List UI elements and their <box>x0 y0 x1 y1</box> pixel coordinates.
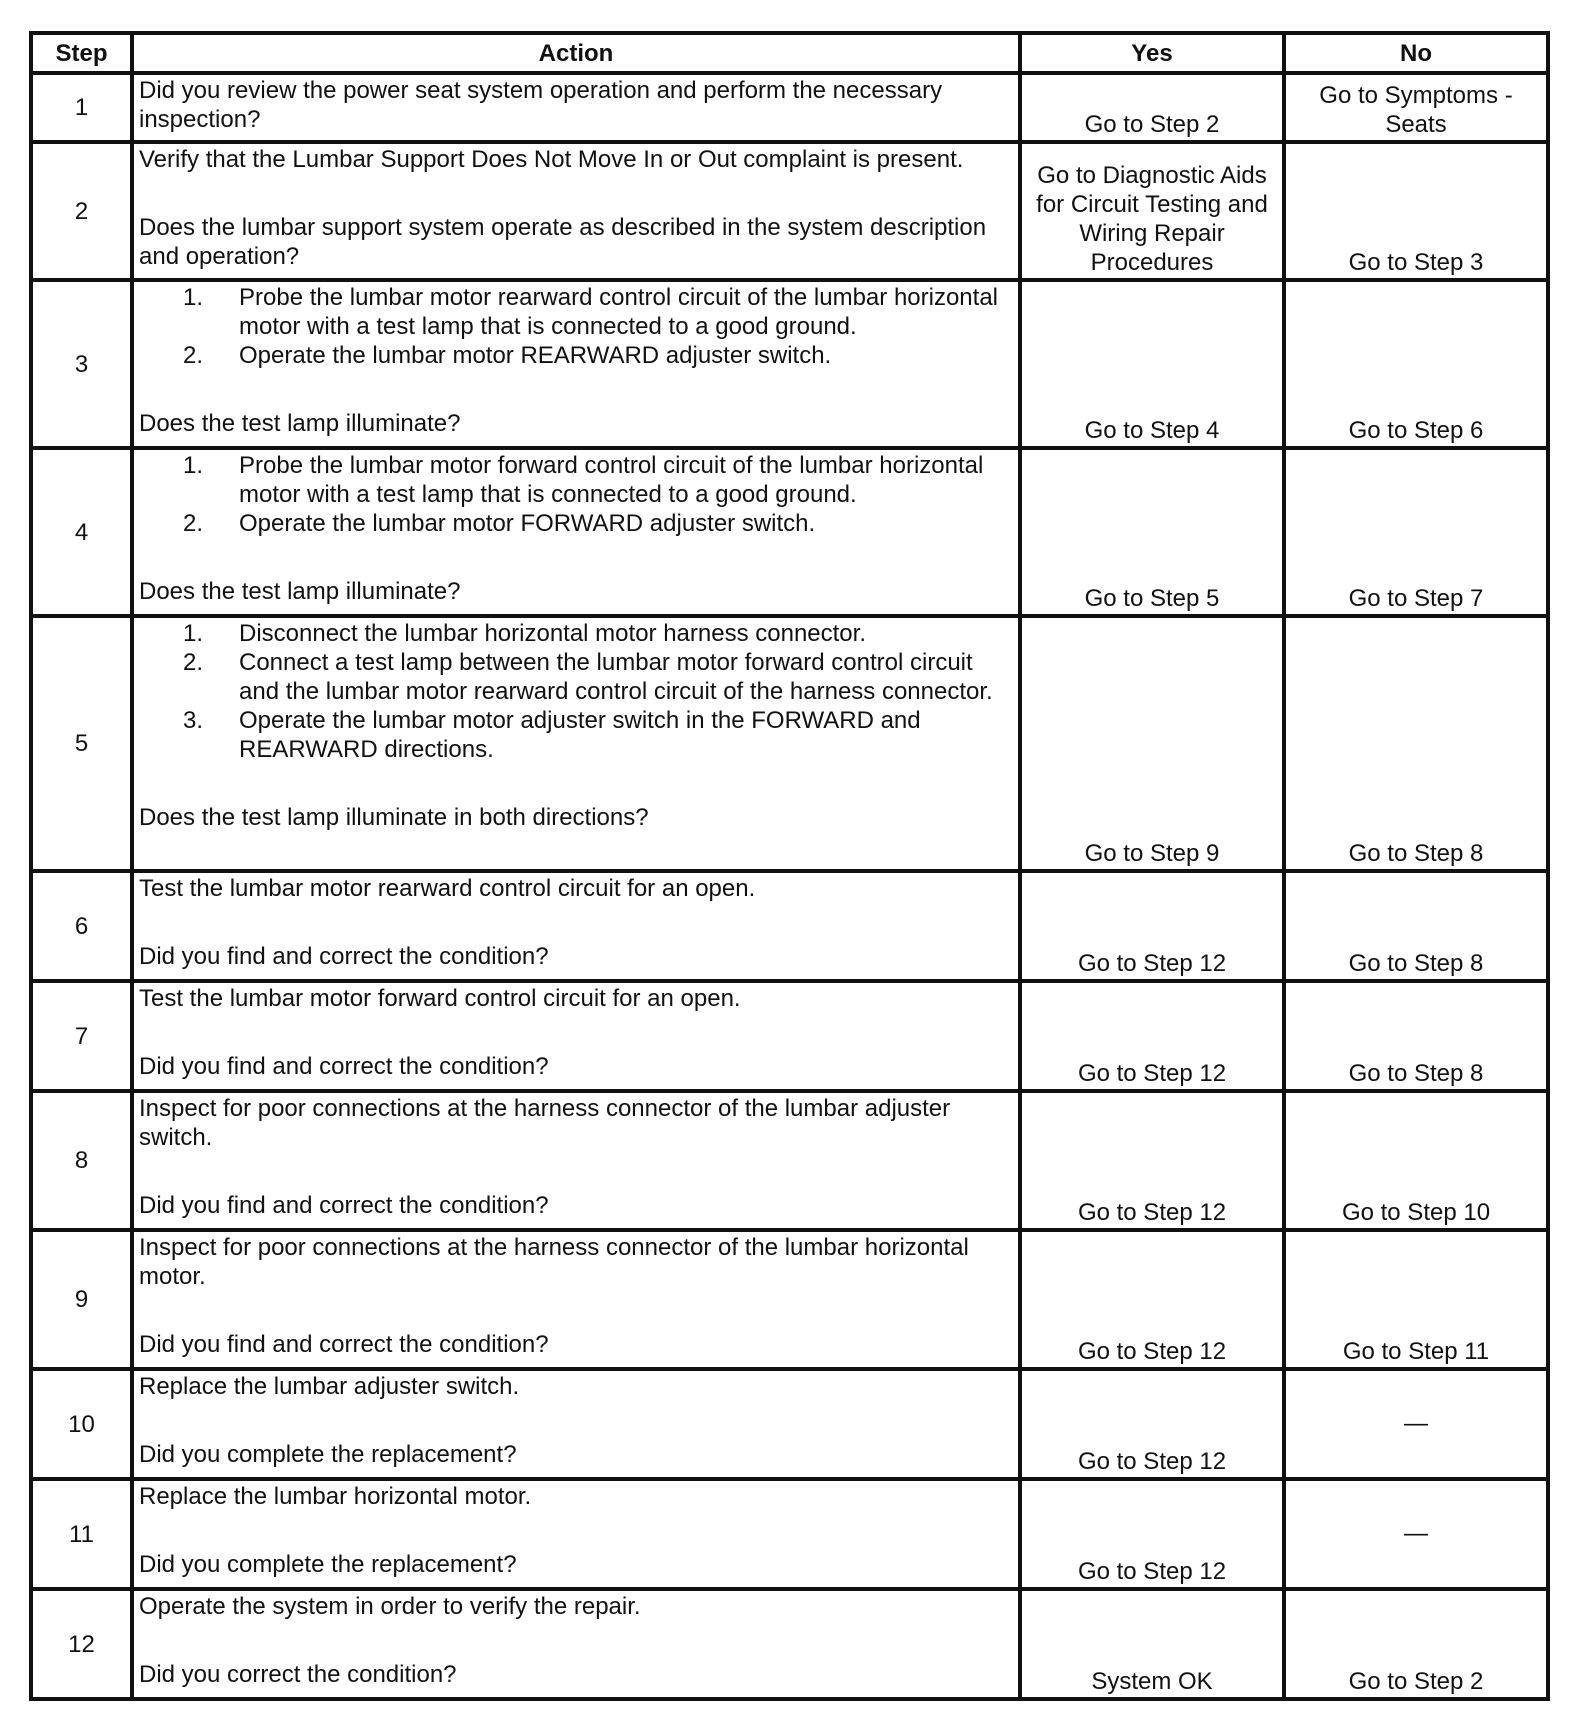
yes-result: Go to Step 4 <box>1020 280 1284 448</box>
header-row <box>31 33 1548 73</box>
action-cell <box>132 1479 1020 1589</box>
action-instruction: Verify that the Lumbar Support Does Not Move In or Out complaint is present. <box>139 146 964 173</box>
action-cell <box>132 981 1020 1091</box>
action-question: Did you complete the replacement? <box>139 1551 517 1578</box>
item-text: Probe the lumbar motor rearward control circuit of the lumbar horizontal motor with a test lamp that is connected to a good ground. <box>239 284 998 340</box>
step-number: 8 <box>31 1091 132 1230</box>
step-number: 11 <box>31 1479 132 1589</box>
item-text: Connect a test lamp between the lumbar motor forward control circuit and the lumbar motor rearward control circuit of the harness connector. <box>239 649 993 705</box>
table-row <box>31 1479 1548 1589</box>
no-result: Go to Step 10 <box>1284 1091 1548 1230</box>
action-cell <box>132 616 1020 871</box>
table-row <box>31 616 1548 871</box>
no-result: Go to Step 3 <box>1284 142 1548 280</box>
table-row <box>31 1589 1548 1699</box>
action-question: Did you find and correct the condition? <box>139 943 549 970</box>
yes-result: Go to Step 12 <box>1020 1230 1284 1369</box>
yes-result: Go to Step 12 <box>1020 1479 1284 1589</box>
action-cell <box>132 1369 1020 1479</box>
step-number: 10 <box>31 1369 132 1479</box>
table-row <box>31 280 1548 448</box>
yes-result: Go to Step 12 <box>1020 1369 1284 1479</box>
action-question: Does the test lamp illuminate? <box>139 578 461 605</box>
action-question: Does the test lamp illuminate? <box>139 410 461 437</box>
action-cell <box>132 448 1020 616</box>
no-result: Go to Step 6 <box>1284 280 1548 448</box>
table-row <box>31 981 1548 1091</box>
yes-result: Go to Step 5 <box>1020 448 1284 616</box>
action-cell <box>132 1091 1020 1230</box>
yes-result: Go to Step 12 <box>1020 981 1284 1091</box>
no-result: Go to Step 8 <box>1284 616 1548 871</box>
list-item <box>139 509 1013 538</box>
yes-result: Go to Step 12 <box>1020 871 1284 981</box>
table-row <box>31 1091 1548 1230</box>
step-number: 5 <box>31 616 132 871</box>
procedure-list <box>139 619 1013 764</box>
procedure-list <box>139 283 1013 370</box>
item-number: 2. <box>183 342 204 369</box>
list-item <box>139 619 1013 648</box>
diagnostic-table <box>29 31 1550 1701</box>
header-action: Action <box>132 33 1020 73</box>
item-number: 1. <box>183 620 204 647</box>
no-result: Go to Step 8 <box>1284 871 1548 981</box>
step-number: 2 <box>31 142 132 280</box>
action-instruction: Operate the system in order to verify the repair. <box>139 1593 641 1620</box>
step-number: 9 <box>31 1230 132 1369</box>
step-number: 12 <box>31 1589 132 1699</box>
list-item <box>139 648 1013 706</box>
action-cell <box>132 280 1020 448</box>
step-number: 7 <box>31 981 132 1091</box>
list-item <box>139 341 1013 370</box>
list-item <box>139 706 1013 764</box>
action-instruction: Did you review the power seat system operation and perform the necessary inspection? <box>139 77 943 133</box>
step-number: 6 <box>31 871 132 981</box>
list-item <box>139 451 1013 509</box>
action-instruction: Replace the lumbar horizontal motor. <box>139 1483 532 1510</box>
table-row <box>31 73 1548 142</box>
step-number: 3 <box>31 280 132 448</box>
step-number: 4 <box>31 448 132 616</box>
item-number: 2. <box>183 510 204 537</box>
action-question: Did you find and correct the condition? <box>139 1192 549 1219</box>
item-text: Operate the lumbar motor adjuster switch in the FORWARD and REARWARD directions. <box>239 707 921 763</box>
no-result: Go to Step 7 <box>1284 448 1548 616</box>
table-row <box>31 448 1548 616</box>
action-question: Does the test lamp illuminate in both directions? <box>139 804 649 831</box>
action-instruction: Test the lumbar motor rearward control circuit for an open. <box>139 875 756 902</box>
no-result: — <box>1284 1369 1548 1479</box>
action-cell <box>132 871 1020 981</box>
table-row <box>31 871 1548 981</box>
action-cell <box>132 1230 1020 1369</box>
item-number: 1. <box>183 284 204 311</box>
no-result: Go to Step 11 <box>1284 1230 1548 1369</box>
item-number: 1. <box>183 452 204 479</box>
yes-result: System OK <box>1020 1589 1284 1699</box>
table-row <box>31 1230 1548 1369</box>
no-result: Go to Step 8 <box>1284 981 1548 1091</box>
action-instruction: Replace the lumbar adjuster switch. <box>139 1373 520 1400</box>
step-number: 1 <box>31 73 132 142</box>
no-result: Go to Symptoms - Seats <box>1284 73 1548 142</box>
action-cell <box>132 142 1020 280</box>
yes-result: Go to Step 2 <box>1020 73 1284 142</box>
action-instruction: Inspect for poor connections at the harness connector of the lumbar horizontal motor. <box>139 1234 969 1290</box>
table-row <box>31 142 1548 280</box>
table-row <box>31 1369 1548 1479</box>
action-question: Did you complete the replacement? <box>139 1441 517 1468</box>
item-text: Probe the lumbar motor forward control circuit of the lumbar horizontal motor with a test lamp that is connected to a good ground. <box>239 452 984 508</box>
action-question: Did you correct the condition? <box>139 1661 457 1688</box>
item-text: Operate the lumbar motor REARWARD adjuster switch. <box>239 342 832 369</box>
action-cell <box>132 1589 1020 1699</box>
action-instruction: Inspect for poor connections at the harness connector of the lumbar adjuster switch. <box>139 1095 951 1151</box>
item-text: Disconnect the lumbar horizontal motor harness connector. <box>239 620 866 647</box>
header-no: No <box>1284 33 1548 73</box>
header-yes: Yes <box>1020 33 1284 73</box>
item-number: 2. <box>183 649 204 676</box>
action-cell <box>132 73 1020 142</box>
header-step: Step <box>31 33 132 73</box>
no-result: — <box>1284 1479 1548 1589</box>
action-question: Does the lumbar support system operate as described in the system description and operation? <box>139 214 987 270</box>
no-result: Go to Step 2 <box>1284 1589 1548 1699</box>
yes-result: Go to Diagnostic Aids for Circuit Testing and Wiring Repair Procedures <box>1020 142 1284 280</box>
action-question: Did you find and correct the condition? <box>139 1053 549 1080</box>
action-question: Did you find and correct the condition? <box>139 1331 549 1358</box>
procedure-list <box>139 451 1013 538</box>
item-number: 3. <box>183 707 204 734</box>
item-text: Operate the lumbar motor FORWARD adjuster switch. <box>239 510 816 537</box>
yes-result: Go to Step 9 <box>1020 616 1284 871</box>
action-instruction: Test the lumbar motor forward control circuit for an open. <box>139 985 741 1012</box>
yes-result: Go to Step 12 <box>1020 1091 1284 1230</box>
list-item <box>139 283 1013 341</box>
